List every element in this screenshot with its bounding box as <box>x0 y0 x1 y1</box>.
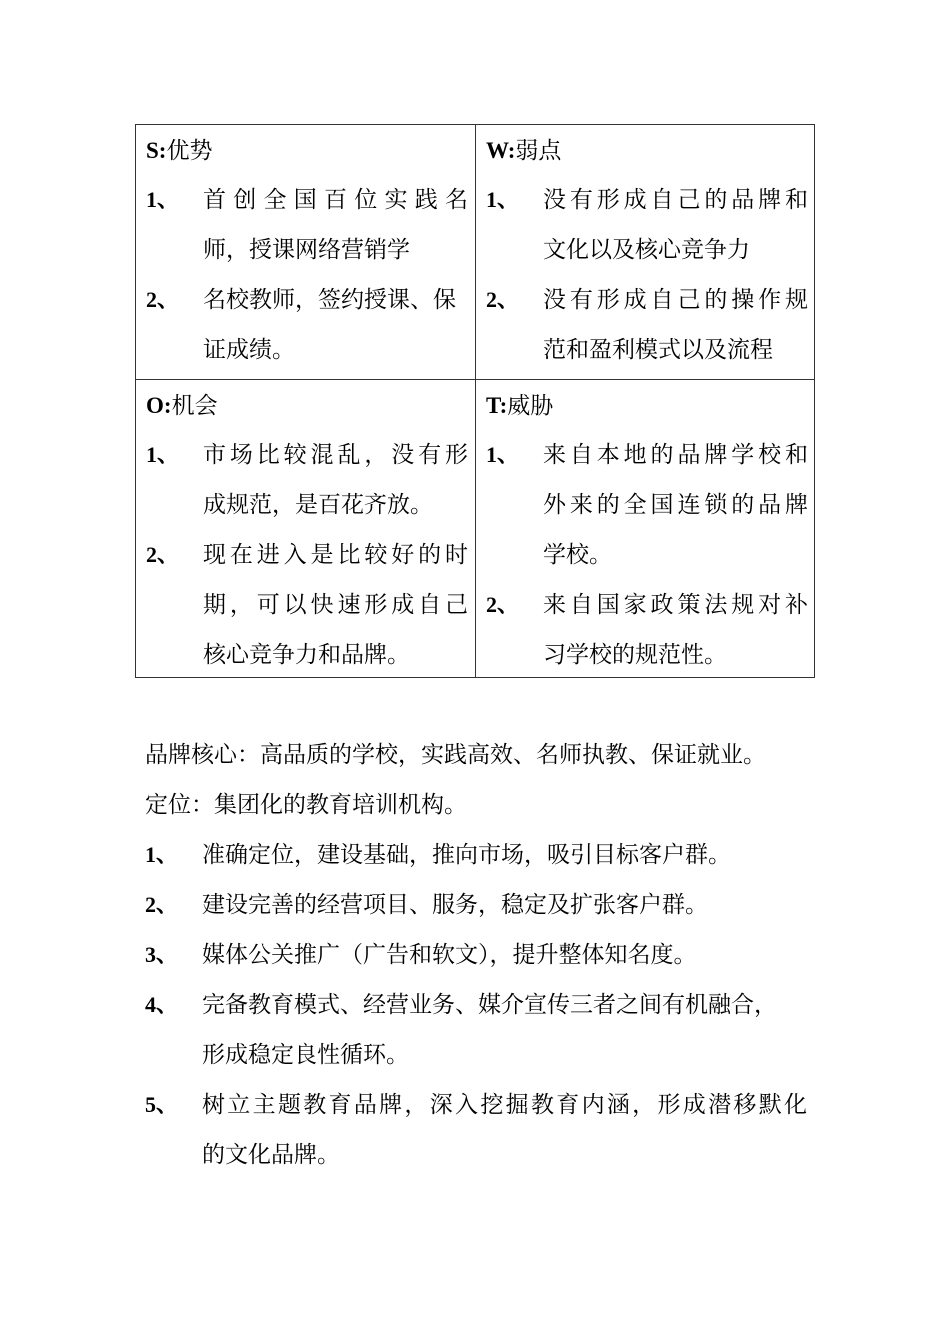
brand-core-line: 品牌核心：高品质的学校，实践高效、名师执教、保证就业。 <box>145 742 766 768</box>
cell-title: O:机会 <box>146 393 218 419</box>
opportunities-cell: O:机会 1、 市场比较混乱，没有形 成规范，是百花齐放。 2、 现在进入是比较好的时 期，可以快速形成自己 核心竞争力和品牌。 <box>146 393 468 668</box>
cell-title: T:威胁 <box>486 393 554 419</box>
cell-title: S:优势 <box>146 138 213 164</box>
positioning-line: 定位：集团化的教育培训机构。 <box>145 792 467 818</box>
swot-table <box>135 124 815 678</box>
weaknesses-cell: W:弱点 1、 没有形成自己的品牌和 文化以及核心竞争力 2、 没有形成自己的操作规 范和盈利模式以及流程 <box>486 138 808 363</box>
strengths-cell: S:优势 1、 首创全国百位实践名 师，授课网络营销学 2、 名校教师，签约授课、保 证成绩。 <box>146 138 468 363</box>
cell-title: W:弱点 <box>486 138 562 164</box>
threats-cell: T:威胁 1、 来自本地的品牌学校和 外来的全国连锁的品牌 学校。 2、 来自国家政策法规对补 习学校的规范性。 <box>486 393 808 668</box>
